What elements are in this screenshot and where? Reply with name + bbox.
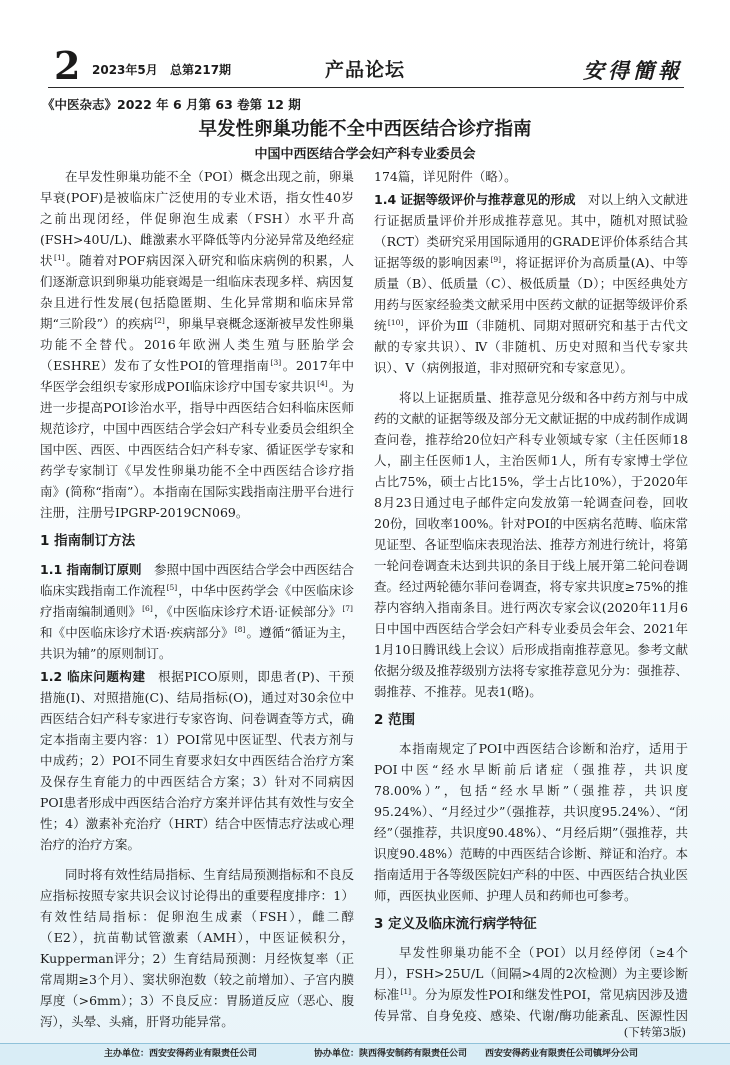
co-organizer-label: 协办单位： (314, 1049, 360, 1059)
section-heading-3: 3 定义及临床流行病学特征 (374, 916, 537, 932)
continued-note: (下转第3版) (623, 1025, 686, 1039)
body-column-left (40, 166, 354, 1030)
footer-organizer (104, 1044, 257, 1064)
issue-number: 总第217期 (170, 63, 232, 77)
section-title: 产品论坛 (325, 59, 406, 81)
definition-paragraph: 早发性卵巢功能不全（POI）以月经停闭（≥4个月），FSH>25U/L（间隔>4周的2次检测）为主要诊断标准[1]。分为原发性POI和继发性POI，常见病因涉及遗传异常、自身免疫、感染、代谢/酶功能紊乱、医源性因 (374, 942, 688, 1030)
subsection-1-1 (40, 559, 354, 664)
subsection-text: 对以上纳入文献进行证据质量评价并形成推荐意见。其中，随机对照试验（RCT）类研究采用国际通用的GRADE评价体系结合其证据等级的影响因素[9]，将证据评价为高质量(A)、中等质量（B）、低质量（C）、极低质量（D）；中医经典处方用药与医家经验类文献采用中医药文献的证据等级评价系统[10]，评价为Ⅲ（非随机、同期对照研究和基于古代文献的专家共识）、Ⅳ（非随机、历史对照和当代专家共识）、Ⅴ（病例报道，非对照研究和专家意见）。 (374, 192, 688, 375)
citation-marker: [6] (142, 603, 153, 613)
section-heading-1: 1 指南制订方法 (40, 533, 136, 549)
organizer-name: 西安安得药业有限责任公司 (149, 1049, 258, 1059)
section-heading-2: 2 范围 (374, 712, 416, 728)
organizer-label: 主办单位： (104, 1049, 150, 1059)
footer-co-organizers (314, 1044, 638, 1064)
citation-marker: [3] (270, 357, 282, 367)
article-author: 中国中西医结合学会妇产科专业委员会 (254, 147, 476, 162)
co-organizer-name: 西安安得药业有限责任公司镇坪分公司 (485, 1049, 639, 1059)
citation-marker: [1] (400, 986, 412, 996)
citation-marker: [5] (166, 582, 178, 592)
citation-marker: [7] (342, 603, 353, 613)
citation-marker: [2] (154, 315, 165, 325)
header-divider (48, 87, 684, 88)
subsection-lead: 1.2 临床问题构建 (40, 669, 146, 684)
subsection-text: 参照中国中西医结合学会中西医结合临床实践指南工作流程[5]，中华中医药学会《中医临床诊疗指南编制通则》[6]，《中医临床诊疗术语·证候部分》[7]和《中医临床诊疗术语·疾病部分》[8]。遵循“循证为主，共识为辅”的原则制订。 (40, 562, 354, 661)
co-organizer-name: 陕西得安制药有限责任公司 (359, 1049, 468, 1059)
body-column-right (374, 166, 688, 1030)
subsection-lead: 1.1 指南制订原则 (40, 562, 142, 577)
citation-marker: [8] (234, 624, 246, 634)
citation-marker (588, 1029, 603, 1030)
citation-marker: [10] (387, 317, 404, 327)
subsection-1-2 (40, 666, 354, 855)
subsection-lead: 1.4 证据等级评价与推荐意见的形成 (374, 192, 576, 207)
footer-bar (0, 1043, 730, 1065)
outcome-indicators-paragraph: 同时将有效性结局指标、生育结局预测指标和不良反应指标按照专家共识会议讨论得出的重要程度排序：1）有效性结局指标：促卵泡生成素（FSH），雌二醇（E2），抗苗勒试管激素（AMH），中医证候积分，Kupperman评分；2）生育结局预测：月经恢复率（正常周期≥3个月）、窦状卵泡数（较之前增加）、子宫内膜厚度（>6mm）；3）不良反应：胃肠道反应（恶心、腹泻），头晕、头痛，肝肾功能异常。 (40, 867, 354, 1029)
expert-survey-paragraph: 将以上证据质量、推荐意见分级和各中药方剂与中成药的文献的证据等级及部分无文献证据的中成药制作成调查问卷，推荐给20位妇产科专业领域专家（主任医师18人，副主任医师1人，主治医师1人，所有专家博士学位占比75%，硕士占比15%，学士占比10%），于2020年8月23日通过电子邮件定向发放第一轮调查问卷，回收20份，回收率100%。针对POI的中医病名范畴、临床常见证型、各证型临床表现治法、推荐方剂进行统计，将第一轮问卷调查未达到共识的条目于线上展开第二轮问卷调查。经过两轮德尔菲问卷调查，将专家共识度≥75%的推荐内容纳入指南条目。进行两次专家会议(2020年11月6日中国中西医结合学会妇产科专业委员会年会、2021年1月10日腾讯线上会议）后形成指南推荐意见。参考文献依据分级及推荐级别方法将专家推荐意见分为：强推荐、弱推荐、不推荐。见表1(略)。 (374, 390, 688, 699)
issue-date: 2023年5月 (92, 63, 158, 77)
masthead-logo: 安得簡報 (583, 58, 683, 83)
intro-paragraph: 在早发性卵巢功能不全（POI）概念出现之前，卵巢早衰(POF)是被临床广泛使用的专业术语，指女性40岁之前出现闭经，伴促卵泡生成素（FSH）水平升高(FSH>40U/L)、雌激素水平降低等内分泌异常及绝经症状[1]。随着对POF病因深入研究和临床病例的积累，人们逐渐意识到卵巢功能衰竭是一组临床表现多样、病因复杂且进行性发展(包括隐匿期、生化异常期和临床异常期“三阶段”）的疾病[2]，卵巢早衰概念逐渐被早发性卵巢功能不全替代。2016年欧洲人类生殖与胚胎学会（ESHRE）发布了女性POI的管理指南[3]。2017年中华医学会组织专家形成POI临床诊疗中国专家共识[4]。为进一步提高POI诊治水平，指导中西医结合妇科临床医师规范诊疗，中国中西医结合学会妇产科专业委员会组织全国中医、西医、中西医结合妇产科专家、循证医学专家和药学专家制订《早发性卵巢功能不全中西医结合诊疗指南》(简称“指南”）。本指南在国际实践指南注册平台进行注册，注册号IPGRP-2019CN069。 (40, 169, 354, 520)
subsection-text: 根据PICO原则，即患者(P)、干预措施(I)、对照措施(C)、结局指标(O)，通过对30余位中西医结合妇产科专家进行专家咨询、问卷调查等方式，确定本指南主要内容：1）POI常见中医证型、代表方剂与中成药；2）POI不同生育要求妇女中西医结合治疗方案及保存生育能力的中西医结合方案；3）针对不同病因POI患者形成中西医结合治疗方案并评估其有效性与安全性；4）激素补充治疗（HRT）结合中医情志疗法或心理治疗的治疗方案。 (40, 669, 354, 852)
subsection-1-4 (374, 189, 688, 378)
article-title: 早发性卵巢功能不全中西医结合诊疗指南 (198, 119, 532, 140)
citation-marker: [9] (490, 254, 502, 264)
scope-paragraph: 本指南规定了POI中西医结合诊断和治疗，适用于POI中医“经水早断前后诸症（强推荐，共识度78.00%）”，包括“经水早断”（强推荐，共识度95.24%）、“月经过少”（强推荐，共识度95.24%）、“闭经”（强推荐，共识度90.48%）、“月经后期”（强推荐，共识度90.48%）范畴的中西医结合诊断、辩证和治疗。本指南适用于各等级医院妇产科的中医、中西医结合执业医师，西医执业医师、护理人员和药师也可参考。 (374, 741, 688, 903)
article-source: 《中医杂志》2022 年 6 月第 63 卷第 12 期 (42, 97, 301, 112)
subsection-1-3-continued: 174篇，详见附件（略）。 (374, 169, 517, 184)
citation-marker: [4] (317, 378, 328, 388)
citation-marker: [1] (54, 252, 65, 262)
page-number: 2 (54, 43, 81, 88)
